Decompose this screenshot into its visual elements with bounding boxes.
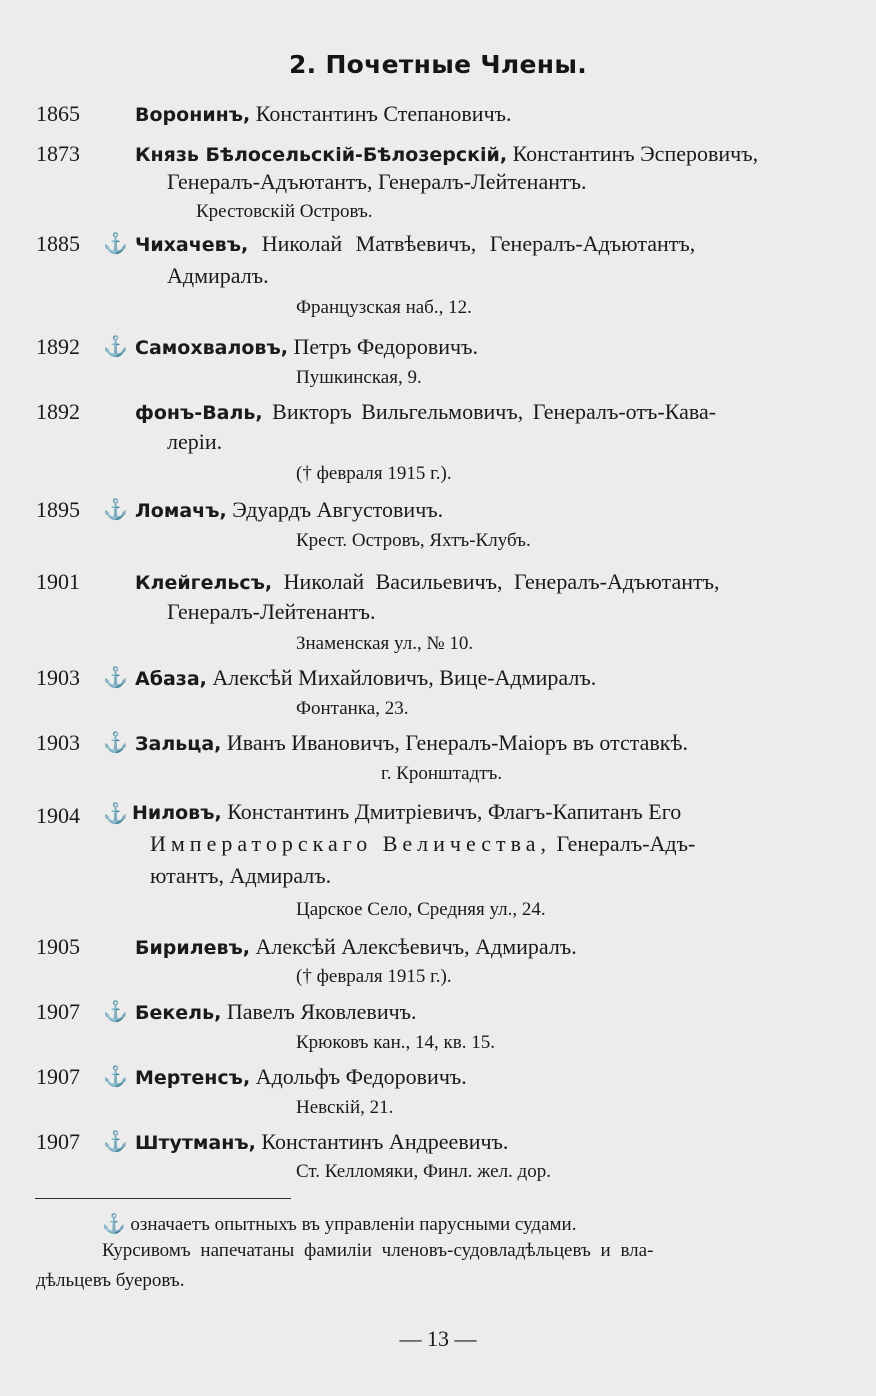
surname: фонъ-Валь,	[135, 402, 263, 424]
surname: Зальца,	[135, 733, 222, 755]
surname: Чихачевъ,	[135, 234, 249, 256]
year: 1895	[36, 497, 80, 522]
year: 1903	[36, 730, 80, 755]
anchor-icon: ⚓	[103, 1066, 128, 1088]
footnote-italic-line-1: Курсивомъ напечатаны фамилiи членовъ-судовладѣльцевъ и вла-	[102, 1240, 654, 1261]
year: 1903	[36, 665, 80, 690]
anchor-icon: ⚓	[103, 499, 128, 521]
footnote-text: означаетъ опытныхъ въ управленiи парусными судами.	[125, 1214, 577, 1235]
address: Царское Село, Средняя ул., 24.	[296, 899, 546, 920]
surname: Штутманъ,	[135, 1132, 256, 1154]
surname: Бекель,	[135, 1002, 222, 1024]
anchor-icon: ⚓	[103, 803, 128, 825]
given-names: Алексѣй Михайловичъ, Вице-Адмиралъ.	[206, 665, 597, 690]
given-names: Константинъ Степановичъ.	[250, 101, 512, 126]
surname: Ломачъ,	[135, 500, 227, 522]
name-line	[135, 664, 596, 693]
anchor-icon: ⚓	[103, 732, 128, 754]
given-names: Адольфъ Федоровичъ.	[250, 1064, 467, 1089]
title-tail: Генералъ-Адъ-	[551, 831, 696, 856]
given-names: Викторъ Вильгельмовичъ, Генералъ-отъ-Кава-	[262, 399, 717, 424]
name-line	[135, 1128, 508, 1157]
surname: Воронинъ,	[135, 104, 251, 126]
given-names: Николай Васильевичъ, Генералъ-Адъютантъ,	[272, 569, 720, 594]
name-line	[135, 100, 512, 129]
anchor-icon: ⚓	[103, 336, 128, 358]
anchor-icon: ⚓	[102, 1214, 126, 1235]
name-line	[135, 230, 695, 259]
death-note: († февраля 1915 г.).	[296, 463, 452, 484]
year: 1907	[36, 999, 80, 1024]
year: 1907	[36, 1129, 80, 1154]
given-names: Константинъ Эсперовичъ,	[507, 141, 759, 166]
address: Невскiй, 21.	[296, 1097, 394, 1118]
given-names: Алексѣй Алексѣевичъ, Адмиралъ.	[250, 934, 577, 959]
given-names: Эдуардъ Августовичъ.	[226, 497, 444, 522]
death-note: († февраля 1915 г.).	[296, 966, 452, 987]
title-continuation	[150, 830, 695, 858]
year: 1901	[36, 569, 80, 594]
address: Крюковъ кан., 14, кв. 15.	[296, 1032, 495, 1053]
name-line	[135, 1063, 467, 1092]
address: Крест. Островъ, Яхтъ-Клубъ.	[296, 530, 531, 551]
given-names: Иванъ Ивановичъ, Генералъ-Маiоръ въ отставкѣ.	[221, 730, 688, 755]
title-continuation: лерiи.	[167, 429, 223, 454]
surname: Самохваловъ,	[135, 337, 288, 359]
name-line	[135, 998, 417, 1027]
year: 1885	[36, 231, 80, 256]
year: 1907	[36, 1064, 80, 1089]
given-names: Константинъ Дмитрiевичъ, Флагъ-Капитанъ Его	[221, 799, 682, 824]
footnote-anchor	[102, 1212, 576, 1236]
given-names: Петръ Федоровичъ.	[287, 334, 478, 359]
page-number: — 13 —	[399, 1326, 477, 1351]
title-continuation: Генералъ-Адъютантъ, Генералъ-Лейтенантъ.	[167, 169, 587, 194]
surname: Ниловъ,	[132, 802, 222, 824]
footnote-divider	[35, 1198, 291, 1199]
address: Пушкинская, 9.	[296, 367, 422, 388]
anchor-icon: ⚓	[103, 1001, 128, 1023]
address: Крестовскiй Островъ.	[196, 201, 373, 222]
year: 1905	[36, 934, 80, 959]
footnote-italic-line-2: дѣльцевъ буеровъ.	[36, 1270, 185, 1291]
year: 1892	[36, 334, 80, 359]
title-continuation: Генералъ-Лейтенантъ.	[167, 599, 376, 624]
given-names: Николай Матвѣевичъ, Генералъ-Адъютантъ,	[248, 231, 696, 256]
surname: Мертенсъ,	[135, 1067, 251, 1089]
surname: Клейгельсъ,	[135, 572, 273, 594]
given-names: Константинъ Андреевичъ.	[255, 1129, 509, 1154]
address: г. Кронштадтъ.	[381, 763, 503, 784]
name-line	[135, 333, 478, 362]
title-continuation: Адмиралъ.	[167, 263, 269, 288]
section-title: 2. Почетные Члены.	[288, 50, 588, 79]
anchor-icon: ⚓	[103, 233, 128, 255]
surname: Бирилевъ,	[135, 937, 251, 959]
name-line	[132, 798, 681, 827]
address: Знаменская ул., № 10.	[296, 633, 474, 654]
address: Французская наб., 12.	[296, 297, 472, 318]
anchor-icon: ⚓	[103, 1131, 128, 1153]
surname: Князь Бѣлосельскiй-Бѣлозерскiй,	[135, 144, 508, 166]
name-line	[135, 140, 758, 169]
anchor-icon: ⚓	[103, 667, 128, 689]
address: Фонтанка, 23.	[296, 698, 409, 719]
surname: Абаза,	[135, 668, 207, 690]
imperial-majesty: Императорскаго Величества,	[150, 831, 552, 856]
title-continuation: ютантъ, Адмиралъ.	[150, 863, 332, 888]
address: Ст. Келломяки, Финл. жел. дор.	[296, 1161, 551, 1182]
year: 1904	[36, 803, 80, 828]
name-line	[135, 933, 577, 962]
name-line	[135, 729, 688, 758]
name-line	[135, 568, 719, 597]
name-line	[135, 496, 443, 525]
year: 1873	[36, 141, 80, 166]
year: 1892	[36, 399, 80, 424]
given-names: Павелъ Яковлевичъ.	[221, 999, 417, 1024]
name-line	[135, 398, 716, 427]
year: 1865	[36, 101, 80, 126]
